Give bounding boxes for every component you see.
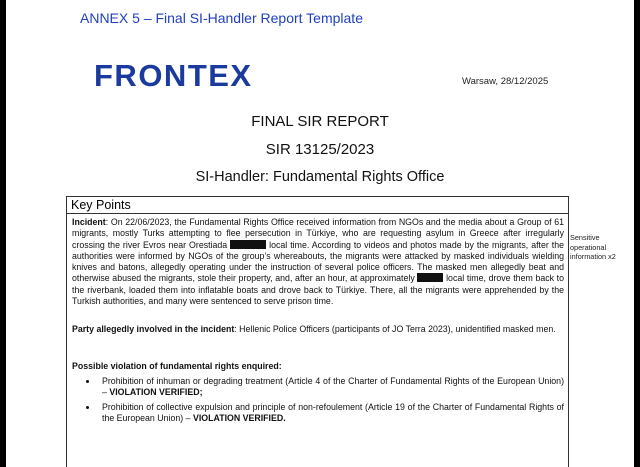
- sensitive-info-note: Sensitive operational information x2: [570, 233, 616, 261]
- frontex-logo: [94, 58, 264, 92]
- violation-item: • Prohibition of inhuman or degrading treatment (Article 4 of the Charter of Fundamental Rights of the European Union) – VIOLATION VERIFIED;: [98, 376, 564, 399]
- party-label: Party allegedly involved in the incident: [72, 324, 235, 335]
- key-points-body: [67, 214, 568, 424]
- key-points-heading: Key Points: [67, 197, 568, 214]
- svg-text:FRONTEX: FRONTEX: [94, 58, 253, 92]
- incident-text-1: : On 22/06/2023, the Fundamental Rights Office received information from NGOs and the media about a Group of 61 migrants, mostly Turks attempting to flee persecution in Türkiye, who are requesting asylum in Greece after irregularly crossing the river Evros near Orestiada: [72, 217, 564, 250]
- incident-text-3: local time, drove them back to the riverbank, loaded them into inflatable boats and drove back to Türkiye. There, all the migrants were apprehended by the Turkish authorities, and many were sentenced to serve prison time.: [72, 273, 565, 307]
- si-handler-value: Fundamental Rights Office: [272, 169, 445, 185]
- annex-heading: ANNEX 5 – Final SI-Handler Report Template: [80, 10, 363, 26]
- party-paragraph: [72, 324, 564, 335]
- party-value: : Hellenic Police Officers (participants of JO Terra 2023), unidentified masked men.: [234, 324, 556, 335]
- si-handler-label: SI-Handler:: [195, 169, 269, 185]
- si-handler-line: [6, 169, 634, 185]
- violations-heading: Possible violation of fundamental rights enquired:: [72, 360, 282, 371]
- violations-list: [72, 376, 564, 424]
- key-points-box: [66, 196, 569, 467]
- place-date: Warsaw, 28/12/2025: [462, 76, 549, 87]
- violation-item: • Prohibition of collective expulsion and principle of non-refoulement (Article 19 of the Charter of Fundamental Rights of the European Union) – VIOLATION VERIFIED.: [98, 402, 564, 425]
- redaction-block: [230, 240, 266, 249]
- sir-number: SIR 13125/2023: [265, 141, 375, 158]
- report-title: FINAL SIR REPORT: [251, 113, 389, 130]
- incident-text-2: local time. According to videos and photos made by the migrants, after the authorities were informed by NGOs of the group’s whereabouts, the migrants were attacked by masked individuals wielding knives and batons, allegedly operating under the instruction of several police officers. The masked men allegedly beat and otherwise abused the migrants, stole their property, and, after an hour, at approximately: [72, 239, 564, 284]
- incident-label: Incident: [72, 217, 106, 227]
- redaction-block: [417, 273, 443, 282]
- incident-paragraph: [72, 217, 564, 307]
- document-page: [6, 0, 634, 467]
